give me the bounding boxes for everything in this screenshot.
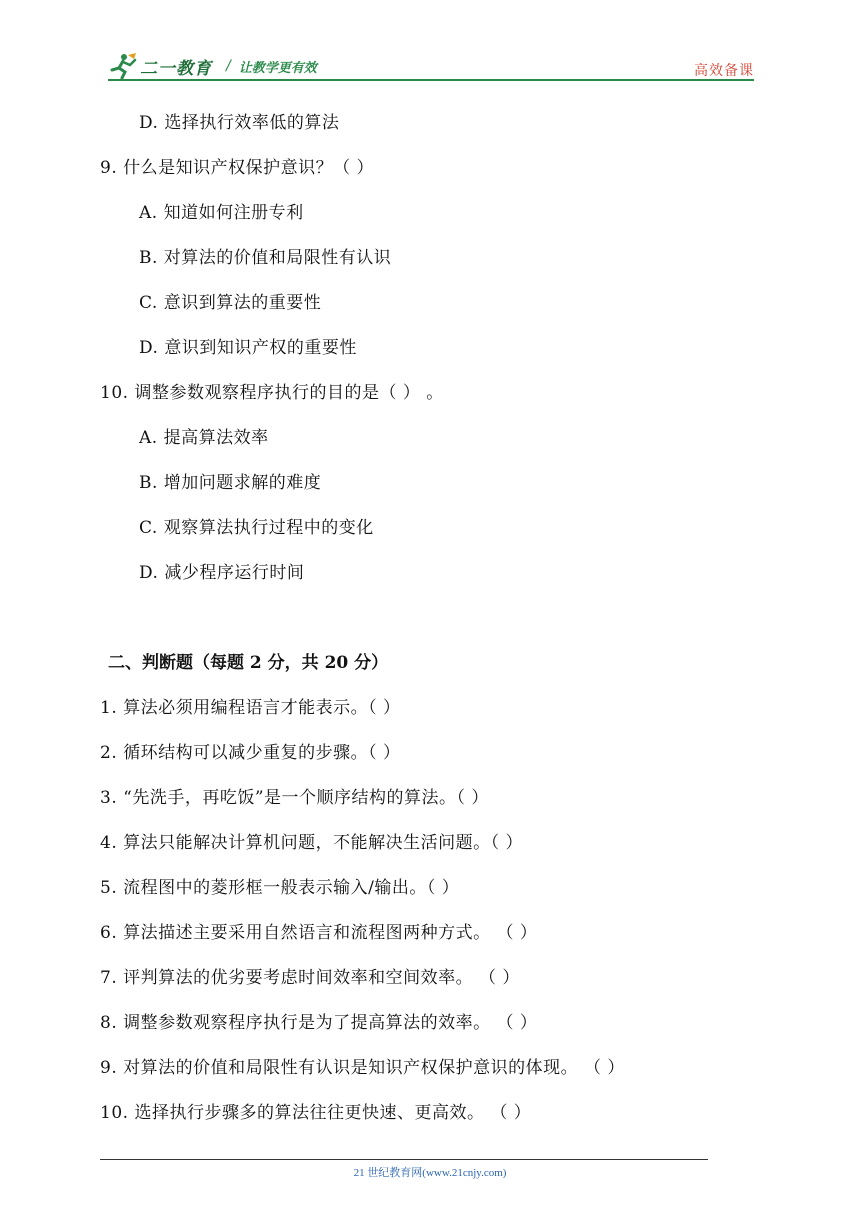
q9-option-a: A. 知道如何注册专利 xyxy=(139,203,304,223)
q8-option-d: D. 选择执行效率低的算法 xyxy=(139,113,340,133)
tf-item: 7. 评判算法的优劣要考虑时间效率和空间效率。 （ ） xyxy=(100,968,520,988)
runner-logo-icon xyxy=(108,53,138,79)
q10-option-d: D. 减少程序运行时间 xyxy=(139,563,305,583)
q10-option-b: B. 增加问题求解的难度 xyxy=(139,473,322,493)
tf-item: 2. 循环结构可以减少重复的步骤。（ ） xyxy=(100,743,401,763)
brand-logo xyxy=(108,52,317,80)
q9-stem: 9. 什么是知识产权保护意识？（ ） xyxy=(100,158,375,178)
header-right-label: 高效备课 xyxy=(694,63,754,79)
page-header xyxy=(108,52,754,82)
footer-divider xyxy=(100,1159,708,1160)
tf-item: 1. 算法必须用编程语言才能表示。（ ） xyxy=(100,698,401,718)
q10-stem: 10. 调整参数观察程序执行的目的是（ ） 。 xyxy=(100,383,444,403)
section-title: 二、判断题（每题 2 分，共 20 分） xyxy=(108,653,389,673)
q10-option-a: A. 提高算法效率 xyxy=(139,428,269,448)
q9-option-d: D. 意识到知识产权的重要性 xyxy=(139,338,357,358)
tf-item: 10. 选择执行步骤多的算法往往更快速、更高效。 （ ） xyxy=(100,1103,532,1123)
tf-item: 6. 算法描述主要采用自然语言和流程图两种方式。 （ ） xyxy=(100,923,538,943)
tf-item: 5. 流程图中的菱形框一般表示输入/输出。（ ） xyxy=(100,878,460,898)
brand-name: 二一教育 xyxy=(140,58,212,79)
tf-item: 8. 调整参数观察程序执行是为了提高算法的效率。 （ ） xyxy=(100,1013,538,1033)
q10-option-c: C. 观察算法执行过程中的变化 xyxy=(139,518,374,538)
q9-option-c: C. 意识到算法的重要性 xyxy=(139,293,322,313)
header-divider xyxy=(108,79,754,81)
tf-item: 9. 对算法的价值和局限性有认识是知识产权保护意识的体现。 （ ） xyxy=(100,1058,625,1078)
slogan: 让教学更有效 xyxy=(238,60,317,76)
q9-option-b: B. 对算法的价值和局限性有认识 xyxy=(139,248,392,268)
slogan-separator: / xyxy=(226,58,231,74)
footer-source: 21 世纪教育网(www.21cnjy.com) xyxy=(353,1167,507,1179)
tf-item: 4. 算法只能解决计算机问题，不能解决生活问题。（ ） xyxy=(100,833,524,853)
tf-item: 3. “先洗手，再吃饭”是一个顺序结构的算法。（ ） xyxy=(100,788,489,808)
